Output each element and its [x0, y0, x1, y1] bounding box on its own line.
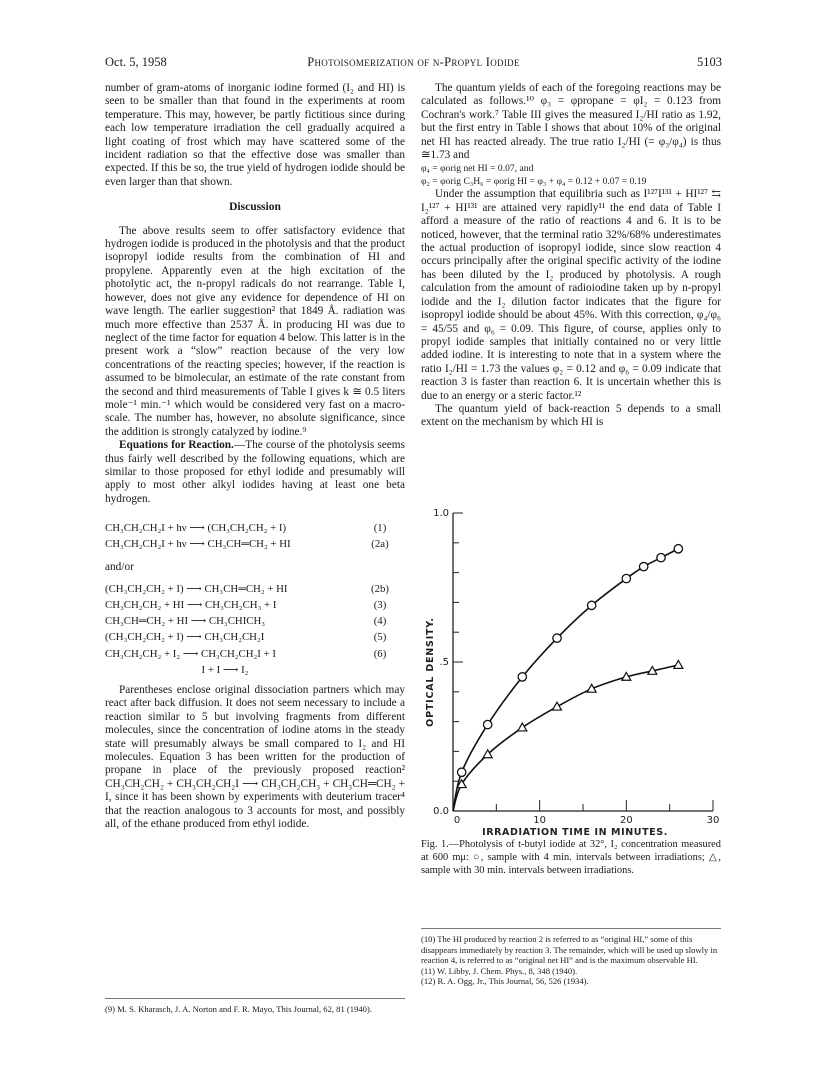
equation-number: (2a) — [371, 538, 389, 551]
equation — [105, 629, 405, 645]
right-column — [421, 82, 721, 430]
equation — [105, 581, 405, 597]
and-or-label: and/or — [105, 560, 134, 573]
math-line-2: φ₂ = φorig C₃H₆ = φorig HI = φ₃ + φ₄ = 0.12 + 0.07 = 0.19 — [421, 176, 647, 188]
equation-text: CH₃CH₂CH₂I + hν ⟶ (CH₃CH₂CH₂ + I) — [105, 522, 287, 535]
series-1-circle-point — [639, 562, 647, 570]
figure-1-caption: Fig. 1.—Photolysis of t-butyl iodide at 32°, I₂ concentration measured at 600 mμ: ○, sample with 4 min. intervals between irradiations; △, sample with 30 min. intervals between irradiations. — [421, 839, 721, 876]
equation-text: CH₃CH₂CH₂ + I₂ ⟶ CH₃CH₂CH₂I + I — [105, 647, 276, 660]
math-line-1: φ₄ = φorig net HI = 0.07, and — [421, 163, 534, 175]
left-paragraph-4: Parentheses enclose original dissociation partners which may react after back diffusion. It does not seem necessary to include a reaction similar to 5 but involving fragments from different molecules, since the concentration of iodine atoms in the steady state will presumably always be small compared to I₂ and HI molecules. Equation 3 has been written for the production of propane in place of the previously proposed reaction² CH₃CH₂CH₂ + CH₃CH₂CH₂I ⟶ CH₃CH₂CH₃ + CH₃CH═CH₂ + I, since it has been shown by experiments with deuterium tracer⁴ that the reaction analogous to 3 accounts for most, and possibly all, of the ethane produced from ethyl iodide. — [105, 684, 405, 831]
series-2-triangle-point — [674, 660, 683, 668]
figure-1-chart — [421, 505, 721, 835]
section-heading-discussion: Discussion — [229, 201, 281, 214]
left-footnotes — [105, 998, 405, 1015]
equation-number: (3) — [373, 599, 387, 611]
equation-text: CH₃CH₂CH₂ + HI ⟶ CH₃CH₂CH₃ + I — [105, 599, 277, 611]
right-paragraph-1: The quantum yields of each of the foregoing reactions may be calculated as follows.¹⁰ φ₃ = φpropane = φI₂ = 0.123 from Cochran's work.⁷ Table III gives the measured I₂/HI ratio as 1.92, but the first entry in Table I shows that about 10% of the original net HI has reacted already. The true ratio I₂/HI (= φ₃/φ₄) is thus ≅1.73 and — [421, 82, 721, 162]
figure-1 — [421, 505, 721, 835]
footnote-12: (12) R. A. Ogg, Jr., This Journal, 56, 526 (1934). — [421, 976, 589, 987]
series-1-circle-point — [518, 673, 526, 681]
series-1-circle-point — [674, 545, 682, 553]
runin-heading-equations: Equations for Reaction. — [119, 439, 234, 452]
right-footnotes — [421, 928, 721, 987]
header-date: Oct. 5, 1958 — [105, 55, 167, 69]
left-paragraph-2: The above results seem to offer satisfactory evidence that hydrogen iodide is produced in the photolysis and that the product isopropyl iodide results from the combination of HI and propylene. Apparently even at the high excitation of the photolytic act, the n-propyl radicals do not rearrange. Table I, however, does not give any evidence for dependence of HI on wave length. The earlier suggestion² that 1849 Å. radiation was much more effective than 2537 Å. in producing HI was due to neglect of the time factor for equation 4 below. This latter is in the present work a “slow” reaction because of the very low concentrations of the reacting species; however, if the reaction is assumed to be bimolecular, an estimate of the rate constant from the second and third measurements of Table I gives k ≅ 0.5 liters mole⁻¹ min.⁻¹ which would be considered very fast on a macro-scale. The number has, however, no absolute significance, since the addition is strongly catalyzed by iodine.⁹ — [105, 224, 405, 438]
equation — [105, 597, 405, 613]
equation-number: (5) — [373, 631, 387, 644]
equation — [105, 646, 405, 662]
x-tick-label: 10 — [533, 815, 547, 826]
equation-block — [105, 520, 405, 678]
footnote-10: (10) The HI produced by reaction 2 is referred to as “original HI,” some of this disappears immediately by reaction 3. The remainder, which will be used up slowly in reaction 4, is referred to as “original net HI” and is the maximum observable HI. — [421, 934, 718, 966]
equation-text: CH₃CH═CH₂ + HI ⟶ CH₃CHICH₃ — [105, 615, 266, 628]
equation-text: I + I ⟶ I₂ — [201, 663, 249, 676]
equation — [105, 520, 405, 536]
equation-number: (2b) — [371, 582, 389, 595]
header-page-number: 5103 — [697, 55, 722, 69]
footnote-9: (9) M. S. Kharasch, J. A. Norton and F. R. Mayo, This Journal, 62, 81 (1940). — [105, 1004, 372, 1014]
x-tick-label: 0 — [453, 815, 461, 826]
equation — [105, 536, 405, 552]
left-paragraph-3-text: —The course of the photolysis seems thus fairly well described by the following equations, which are similar to those proposed for ethyl iodide and presumably will apply to most other alkyl iodides having at least one beta hydrogen. — [105, 439, 405, 505]
series-2-triangle-point — [553, 702, 562, 710]
left-paragraph-3 — [105, 439, 405, 506]
left-paragraph-1: number of gram-atoms of inorganic iodine formed (I₂ and HI) is seen to be smaller than that found in the experiments at room temperature. This may, however, be partly fictitious since during each low temperature irradiation the cell gradually acquired a light coating of frost which may have scattered some of the incident radiation so that the effective dose was smaller than expected. If this be so, the true yield of hydrogen iodide should be even larger than that shown. — [105, 82, 405, 188]
x-tick-label: 30 — [706, 815, 720, 826]
y-axis-label: OPTICAL DENSITY. — [425, 617, 436, 727]
series-2-triangle-point — [518, 723, 527, 731]
equation-text: (CH₃CH₂CH₂ + I) ⟶ CH₃CH₂CH₂I — [105, 631, 265, 644]
equation — [105, 662, 405, 678]
series-1-circle-point — [553, 634, 561, 642]
footnote-11: (11) W. Libby, J. Chem. Phys., 8, 348 (1940). — [421, 965, 578, 976]
equation — [105, 613, 405, 629]
series-1-circle-point — [483, 720, 491, 728]
right-paragraph-3: The quantum yield of back-reaction 5 depends to a small extent on the mechanism by which HI is — [421, 402, 721, 429]
running-header — [105, 55, 722, 71]
y-tick-label: .5 — [439, 657, 449, 668]
series-1-circle-point — [622, 574, 630, 582]
left-column — [105, 82, 405, 831]
equation-number: (6) — [373, 647, 387, 660]
series-1-circle-point — [587, 601, 595, 609]
series-1-line — [453, 549, 678, 811]
y-tick-label: 0.0 — [433, 806, 449, 817]
x-axis-label: IRRADIATION TIME IN MINUTES, — [482, 827, 668, 835]
y-tick-label: 1.0 — [433, 508, 449, 519]
equation-number: (1) — [373, 522, 387, 535]
equation-number: (4) — [373, 615, 387, 628]
header-title: Photoisomerization of n-Propyl Iodide — [307, 55, 520, 69]
series-1-circle-point — [457, 768, 465, 776]
series-2-line — [453, 665, 678, 811]
x-tick-label: 20 — [619, 815, 633, 826]
right-paragraph-2: Under the assumption that equilibria such as I¹²⁷I¹³¹ + HI¹²⁷ ⇆ I₂¹²⁷ + HI¹³¹ are attained very rapidly¹¹ the end data of Table I afford a measure of the ratio of reactions 4 and 6. It is to be noticed, however, that the terminal ratio 32%/68% underestimates the actual production of isopropyl iodide, since slow reaction 4 occurs principally after the original specific activity of the iodine has been diluted by the I₂ produced by photolysis. A rough calculation from the amount of radioiodine taken up by n-propyl iodide and the I₂ dilution factor indicates that the figure for isopropyl iodide should be about 45%. With this correction, φ₄/φ₆ = 45/55 and φ₆ = 0.09. This figure, of course, applies only to propyl iodide samples that initially contained no or very little added iodine. It is interesting to note that in a system where the ratio I₂/HI = 1.73 the values φ₂ = 0.12 and φ₆ = 0.09 indicate that reaction 3 is faster than reaction 6. It is uncertain whether this is due to an energy or a steric factor.¹² — [421, 188, 721, 402]
equation-text: CH₃CH₂CH₂I + hν ⟶ CH₃CH═CH₂ + HI — [105, 538, 291, 551]
series-1-circle-point — [657, 554, 665, 562]
equation-text: (CH₃CH₂CH₂ + I) ⟶ CH₃CH═CH₂ + HI — [105, 582, 288, 595]
